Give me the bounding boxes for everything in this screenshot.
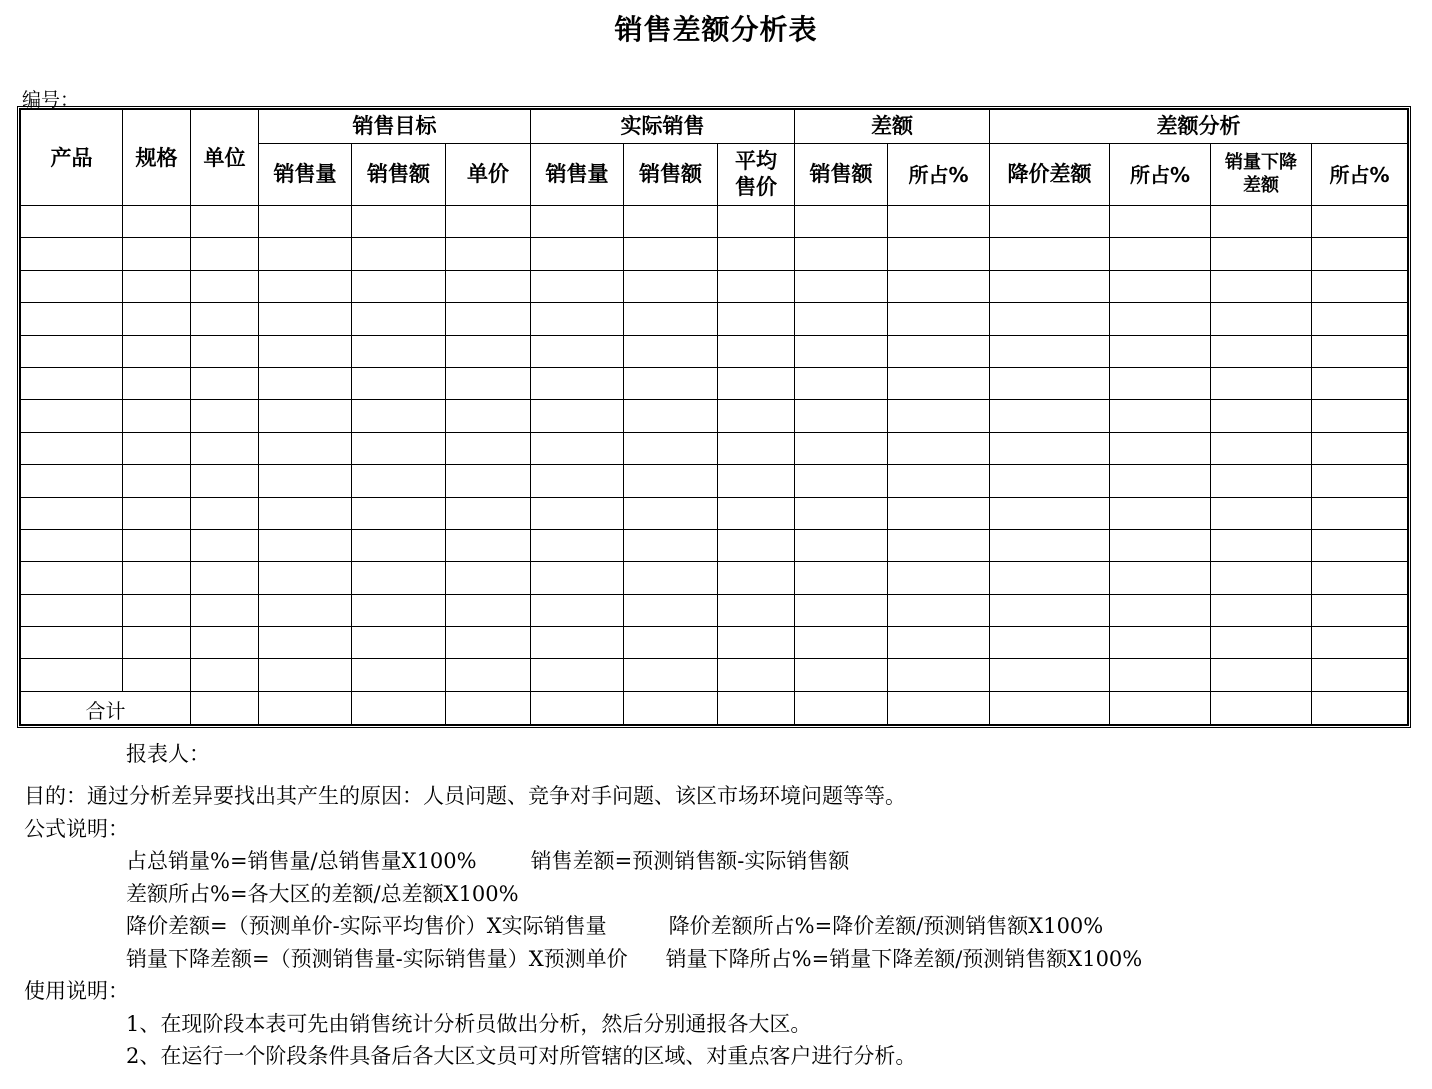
table-cell[interactable] <box>352 659 446 691</box>
table-cell[interactable] <box>352 303 446 335</box>
table-cell[interactable] <box>718 238 795 270</box>
table-row <box>21 562 1408 594</box>
formula-qty-drop-diff: 销量下降差额=（预测销售量-实际销售量）X预测单价 <box>126 946 628 971</box>
table-cell[interactable] <box>123 270 191 302</box>
table-cell[interactable] <box>1211 465 1312 497</box>
table-cell[interactable] <box>990 206 1110 238</box>
total-cell[interactable] <box>352 691 446 724</box>
header-diff-pct: 所占% <box>888 144 990 206</box>
table-cell[interactable] <box>191 627 259 659</box>
table-cell[interactable] <box>1211 335 1312 367</box>
purpose-text: 目的：通过分析差异要找出其产生的原因：人员问题、竞争对手问题、该区市场环境问题等等。 <box>24 784 906 808</box>
table-cell[interactable] <box>888 367 990 399</box>
table-cell[interactable] <box>795 400 888 432</box>
table-cell[interactable] <box>1312 627 1408 659</box>
table-cell[interactable] <box>1211 497 1312 529</box>
table-cell[interactable] <box>123 529 191 561</box>
table-cell[interactable] <box>531 529 624 561</box>
table-cell[interactable] <box>21 303 123 335</box>
table-cell[interactable] <box>990 367 1110 399</box>
table-row <box>21 335 1408 367</box>
table-cell[interactable] <box>191 465 259 497</box>
table-cell[interactable] <box>1312 594 1408 626</box>
table-cell[interactable] <box>888 529 990 561</box>
table-cell[interactable] <box>1211 627 1312 659</box>
table-cell[interactable] <box>624 465 718 497</box>
table-cell[interactable] <box>446 432 531 464</box>
table-cell[interactable] <box>888 627 990 659</box>
table-cell[interactable] <box>1211 529 1312 561</box>
table-cell[interactable] <box>1110 465 1211 497</box>
table-row <box>21 594 1408 626</box>
table-cell[interactable] <box>352 562 446 594</box>
table-cell[interactable] <box>1312 367 1408 399</box>
table-cell[interactable] <box>1211 432 1312 464</box>
total-cell[interactable] <box>795 691 888 724</box>
table-cell[interactable] <box>990 400 1110 432</box>
table-cell[interactable] <box>1312 335 1408 367</box>
table-cell[interactable] <box>795 659 888 691</box>
table-cell[interactable] <box>21 206 123 238</box>
table-cell[interactable] <box>191 270 259 302</box>
table-row <box>21 303 1408 335</box>
table-cell[interactable] <box>21 432 123 464</box>
total-cell[interactable] <box>1312 691 1408 724</box>
table-cell[interactable] <box>531 303 624 335</box>
table-cell[interactable] <box>718 529 795 561</box>
table-row <box>21 659 1408 691</box>
table-cell[interactable] <box>259 367 352 399</box>
table-cell[interactable] <box>624 206 718 238</box>
table-cell[interactable] <box>990 659 1110 691</box>
table-cell[interactable] <box>191 432 259 464</box>
table-cell[interactable] <box>446 335 531 367</box>
table-cell[interactable] <box>624 497 718 529</box>
table-cell[interactable] <box>531 238 624 270</box>
table-cell[interactable] <box>259 270 352 302</box>
table-cell[interactable] <box>259 400 352 432</box>
table-cell[interactable] <box>888 465 990 497</box>
table-cell[interactable] <box>21 659 123 691</box>
table-cell[interactable] <box>888 335 990 367</box>
table-cell[interactable] <box>624 432 718 464</box>
header-target-qty: 销售量 <box>259 144 352 206</box>
table-cell[interactable] <box>1312 270 1408 302</box>
table-cell[interactable] <box>123 497 191 529</box>
table-cell[interactable] <box>990 562 1110 594</box>
page-title: 销售差额分析表 <box>614 13 818 46</box>
table-cell[interactable] <box>191 594 259 626</box>
table-cell[interactable] <box>990 465 1110 497</box>
table-cell[interactable] <box>795 562 888 594</box>
table-row <box>21 627 1408 659</box>
table-cell[interactable] <box>21 529 123 561</box>
table-cell[interactable] <box>888 206 990 238</box>
formula-line-1 <box>24 845 1142 878</box>
total-cell[interactable] <box>259 691 352 724</box>
total-row <box>21 691 1408 724</box>
table-cell[interactable] <box>1312 238 1408 270</box>
table-cell[interactable] <box>888 659 990 691</box>
table-cell[interactable] <box>990 432 1110 464</box>
header-actual-amount: 销售额 <box>624 144 718 206</box>
table-cell[interactable] <box>531 562 624 594</box>
total-cell[interactable] <box>1211 691 1312 724</box>
formula-title: 公式说明： <box>24 816 129 841</box>
total-cell[interactable] <box>718 691 795 724</box>
table-cell[interactable] <box>259 562 352 594</box>
table-cell[interactable] <box>259 529 352 561</box>
table-cell[interactable] <box>888 562 990 594</box>
table-cell[interactable] <box>352 465 446 497</box>
formula-total-qty-pct: 占总销量%=销售量/总销售量X100% <box>126 849 477 873</box>
table-cell[interactable] <box>446 270 531 302</box>
table-cell[interactable] <box>1211 400 1312 432</box>
table-cell[interactable] <box>446 562 531 594</box>
table-cell[interactable] <box>123 367 191 399</box>
table-cell[interactable] <box>352 627 446 659</box>
table-cell[interactable] <box>123 627 191 659</box>
table-cell[interactable] <box>531 432 624 464</box>
table-row <box>21 465 1408 497</box>
table-cell[interactable] <box>990 594 1110 626</box>
table-cell[interactable] <box>21 465 123 497</box>
table-cell[interactable] <box>446 465 531 497</box>
table-row <box>21 529 1408 561</box>
table-cell[interactable] <box>123 562 191 594</box>
table-cell[interactable] <box>1110 335 1211 367</box>
table-cell[interactable] <box>21 594 123 626</box>
table-cell[interactable] <box>990 497 1110 529</box>
table-cell[interactable] <box>352 238 446 270</box>
table-cell[interactable] <box>1312 400 1408 432</box>
total-cell[interactable] <box>624 691 718 724</box>
table-cell[interactable] <box>1312 206 1408 238</box>
total-cell[interactable] <box>1110 691 1211 724</box>
table-cell[interactable] <box>795 335 888 367</box>
table-cell[interactable] <box>990 270 1110 302</box>
table-cell[interactable] <box>21 270 123 302</box>
table-cell[interactable] <box>531 367 624 399</box>
table-cell[interactable] <box>531 627 624 659</box>
notes-section <box>24 780 1142 1073</box>
table-cell[interactable] <box>446 497 531 529</box>
table-cell[interactable] <box>1110 562 1211 594</box>
table-cell[interactable] <box>718 627 795 659</box>
header-actual-avg-price: 平均 售价 <box>718 144 795 206</box>
table-cell[interactable] <box>123 238 191 270</box>
table-cell[interactable] <box>531 497 624 529</box>
table-cell[interactable] <box>718 303 795 335</box>
table-cell[interactable] <box>123 465 191 497</box>
table-cell[interactable] <box>446 529 531 561</box>
table-cell[interactable] <box>191 238 259 270</box>
table-cell[interactable] <box>624 400 718 432</box>
table-cell[interactable] <box>795 303 888 335</box>
table-cell[interactable] <box>191 367 259 399</box>
table-cell[interactable] <box>191 529 259 561</box>
table-cell[interactable] <box>795 497 888 529</box>
table-cell[interactable] <box>1211 238 1312 270</box>
table-row <box>21 270 1408 302</box>
table-cell[interactable] <box>21 367 123 399</box>
table-cell[interactable] <box>624 562 718 594</box>
code-label: 编号： <box>22 89 80 111</box>
table-cell[interactable] <box>1211 206 1312 238</box>
table-cell[interactable] <box>624 303 718 335</box>
table-cell[interactable] <box>259 335 352 367</box>
table-cell[interactable] <box>1211 367 1312 399</box>
table-cell[interactable] <box>191 562 259 594</box>
table-cell[interactable] <box>1211 270 1312 302</box>
table-cell[interactable] <box>888 238 990 270</box>
table-cell[interactable] <box>888 497 990 529</box>
sales-difference-table <box>20 109 1408 725</box>
table-cell[interactable] <box>352 206 446 238</box>
table-cell[interactable] <box>795 206 888 238</box>
total-cell[interactable] <box>990 691 1110 724</box>
table-row <box>21 432 1408 464</box>
table-cell[interactable] <box>446 659 531 691</box>
table-cell[interactable] <box>352 529 446 561</box>
table-cell[interactable] <box>259 659 352 691</box>
analysis-table-frame <box>17 106 1411 728</box>
table-cell[interactable] <box>352 497 446 529</box>
table-cell[interactable] <box>1312 465 1408 497</box>
table-cell[interactable] <box>624 238 718 270</box>
table-cell[interactable] <box>624 627 718 659</box>
header-spec: 规格 <box>123 110 191 206</box>
table-cell[interactable] <box>531 335 624 367</box>
table-cell[interactable] <box>718 659 795 691</box>
table-cell[interactable] <box>446 594 531 626</box>
header-difference: 差额 <box>795 110 990 144</box>
table-cell[interactable] <box>191 206 259 238</box>
table-cell[interactable] <box>624 270 718 302</box>
table-cell[interactable] <box>21 497 123 529</box>
total-cell[interactable] <box>531 691 624 724</box>
header-difference-analysis: 差额分析 <box>990 110 1408 144</box>
table-cell[interactable] <box>352 335 446 367</box>
formula-diff-pct: 差额所占%=各大区的差额/总差额X100% <box>126 881 519 906</box>
table-cell[interactable] <box>1312 529 1408 561</box>
table-cell[interactable] <box>259 432 352 464</box>
table-cell[interactable] <box>123 432 191 464</box>
table-cell[interactable] <box>259 303 352 335</box>
table-cell[interactable] <box>1312 659 1408 691</box>
table-cell[interactable] <box>718 335 795 367</box>
table-cell[interactable] <box>1312 562 1408 594</box>
table-cell[interactable] <box>1110 627 1211 659</box>
table-cell[interactable] <box>21 562 123 594</box>
table-cell[interactable] <box>259 627 352 659</box>
header-target-price: 单价 <box>446 144 531 206</box>
table-cell[interactable] <box>123 303 191 335</box>
table-row <box>21 206 1408 238</box>
table-cell[interactable] <box>259 238 352 270</box>
header-unit: 单位 <box>191 110 259 206</box>
table-cell[interactable] <box>123 594 191 626</box>
table-cell[interactable] <box>531 659 624 691</box>
table-cell[interactable] <box>446 367 531 399</box>
table-cell[interactable] <box>446 206 531 238</box>
table-cell[interactable] <box>446 303 531 335</box>
header-actual-qty: 销售量 <box>531 144 624 206</box>
table-cell[interactable] <box>191 659 259 691</box>
table-cell[interactable] <box>718 367 795 399</box>
table-cell[interactable] <box>123 659 191 691</box>
header-product: 产品 <box>21 110 123 206</box>
header-qty-drop-pct: 所占% <box>1312 144 1408 206</box>
table-cell[interactable] <box>990 627 1110 659</box>
total-cell[interactable] <box>888 691 990 724</box>
table-cell[interactable] <box>446 238 531 270</box>
table-cell[interactable] <box>795 270 888 302</box>
table-cell[interactable] <box>1211 562 1312 594</box>
table-cell[interactable] <box>1110 367 1211 399</box>
table-cell[interactable] <box>1110 594 1211 626</box>
table-cell[interactable] <box>259 594 352 626</box>
table-cell[interactable] <box>795 627 888 659</box>
formula-price-drop-pct: 降价差额所占%=降价差额/预测销售额X100% <box>668 914 1104 938</box>
table-cell[interactable] <box>990 335 1110 367</box>
table-row <box>21 497 1408 529</box>
table-cell[interactable] <box>888 400 990 432</box>
table-cell[interactable] <box>1211 659 1312 691</box>
table-cell[interactable] <box>531 594 624 626</box>
table-cell[interactable] <box>191 497 259 529</box>
table-cell[interactable] <box>718 562 795 594</box>
table-cell[interactable] <box>624 594 718 626</box>
table-cell[interactable] <box>352 432 446 464</box>
formula-line-4 <box>24 943 1142 976</box>
header-price-drop-diff: 降价差额 <box>990 144 1110 206</box>
usage-item-1: 1、在现阶段本表可先由销售统计分析员做出分析，然后分别通报各大区。 <box>126 1011 812 1036</box>
table-cell[interactable] <box>21 400 123 432</box>
table-cell[interactable] <box>888 303 990 335</box>
header-actual-sales: 实际销售 <box>531 110 795 144</box>
table-cell[interactable] <box>531 270 624 302</box>
table-cell[interactable] <box>718 594 795 626</box>
header-price-drop-pct: 所占% <box>1110 144 1211 206</box>
table-cell[interactable] <box>795 432 888 464</box>
table-cell[interactable] <box>624 335 718 367</box>
table-cell[interactable] <box>21 335 123 367</box>
table-cell[interactable] <box>352 367 446 399</box>
table-cell[interactable] <box>259 497 352 529</box>
usage-item-2: 2、在运行一个阶段条件具备后各大区文员可对所管辖的区域、对重点客户进行分析。 <box>126 1044 917 1068</box>
header-qty-drop-diff: 销量下降 差额 <box>1211 144 1312 206</box>
table-cell[interactable] <box>795 367 888 399</box>
table-cell[interactable] <box>888 432 990 464</box>
formula-line-3 <box>24 910 1142 943</box>
table-cell[interactable] <box>259 465 352 497</box>
table-cell[interactable] <box>795 238 888 270</box>
table-cell[interactable] <box>1211 303 1312 335</box>
table-cell[interactable] <box>888 270 990 302</box>
table-cell[interactable] <box>531 465 624 497</box>
table-cell[interactable] <box>1211 594 1312 626</box>
table-cell[interactable] <box>888 594 990 626</box>
usage-title: 使用说明： <box>24 979 129 1003</box>
total-cell[interactable] <box>191 691 259 724</box>
table-cell[interactable] <box>1312 432 1408 464</box>
table-cell[interactable] <box>795 465 888 497</box>
table-cell[interactable] <box>1312 497 1408 529</box>
table-cell[interactable] <box>446 627 531 659</box>
formula-price-drop-diff: 降价差额=（预测单价-实际平均售价）X实际销售量 <box>126 914 607 938</box>
table-cell[interactable] <box>624 367 718 399</box>
table-cell[interactable] <box>123 400 191 432</box>
table-cell[interactable] <box>718 270 795 302</box>
table-cell[interactable] <box>718 400 795 432</box>
table-cell[interactable] <box>624 659 718 691</box>
total-label: 合计 <box>21 691 191 724</box>
table-cell[interactable] <box>718 432 795 464</box>
table-cell[interactable] <box>1110 432 1211 464</box>
table-cell[interactable] <box>1110 206 1211 238</box>
table-cell[interactable] <box>1110 270 1211 302</box>
table-cell[interactable] <box>123 206 191 238</box>
table-cell[interactable] <box>531 206 624 238</box>
table-cell[interactable] <box>990 238 1110 270</box>
table-cell[interactable] <box>795 529 888 561</box>
reporter-label: 报表人： <box>126 742 210 766</box>
total-cell[interactable] <box>446 691 531 724</box>
table-cell[interactable] <box>531 400 624 432</box>
table-cell[interactable] <box>990 529 1110 561</box>
table-cell[interactable] <box>352 400 446 432</box>
table-cell[interactable] <box>718 206 795 238</box>
table-row <box>21 400 1408 432</box>
table-cell[interactable] <box>21 238 123 270</box>
table-cell[interactable] <box>718 465 795 497</box>
table-cell[interactable] <box>795 594 888 626</box>
table-cell[interactable] <box>21 627 123 659</box>
table-cell[interactable] <box>990 303 1110 335</box>
table-cell[interactable] <box>1110 303 1211 335</box>
table-cell[interactable] <box>1110 238 1211 270</box>
table-cell[interactable] <box>191 335 259 367</box>
table-cell[interactable] <box>718 497 795 529</box>
table-cell[interactable] <box>191 400 259 432</box>
header-diff-amount: 销售额 <box>795 144 888 206</box>
table-cell[interactable] <box>352 594 446 626</box>
table-cell[interactable] <box>123 335 191 367</box>
table-row <box>21 367 1408 399</box>
table-cell[interactable] <box>352 270 446 302</box>
header-target-amount: 销售额 <box>352 144 446 206</box>
header-sales-target: 销售目标 <box>259 110 531 144</box>
table-cell[interactable] <box>1110 529 1211 561</box>
formula-qty-drop-pct: 销量下降所占%=销量下降差额/预测销售额X100% <box>665 946 1143 971</box>
table-cell[interactable] <box>1110 497 1211 529</box>
table-cell[interactable] <box>624 529 718 561</box>
formula-sales-diff: 销售差额=预测销售额-实际销售额 <box>530 849 850 873</box>
table-cell[interactable] <box>1312 303 1408 335</box>
table-cell[interactable] <box>191 303 259 335</box>
table-cell[interactable] <box>259 206 352 238</box>
table-cell[interactable] <box>446 400 531 432</box>
table-cell[interactable] <box>1110 659 1211 691</box>
table-row <box>21 238 1408 270</box>
table-cell[interactable] <box>1110 400 1211 432</box>
